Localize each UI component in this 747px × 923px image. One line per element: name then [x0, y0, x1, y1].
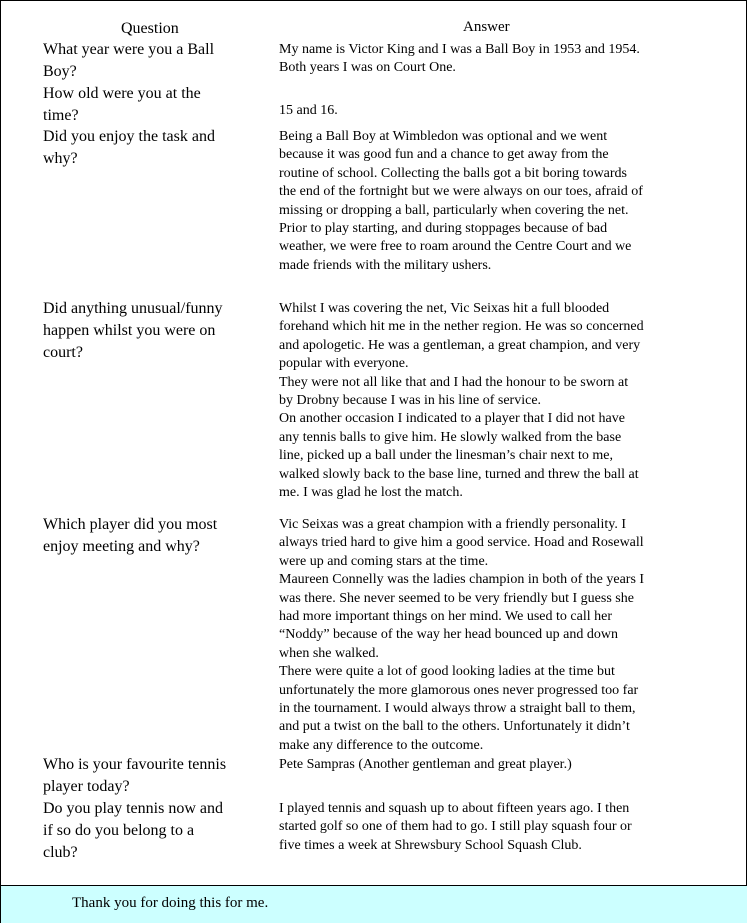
- question-column-header: Question: [121, 20, 179, 37]
- question-year: What year were you a Ball Boy?: [43, 41, 215, 80]
- footer-thanks-text: Thank you for doing this for me.: [72, 895, 269, 911]
- answer-paragraph: There were quite a lot of good looking ladies at the time but unfortunately the more glamorous ones never progressed too far in the tournament. I would always throw a straight ball to them, and put a twist on the ball to the others. Unfortunately it didn’t make any difference to the outcome.: [279, 664, 639, 753]
- question-unusual: Did anything unusual/funny happen whilst you were on court?: [43, 300, 223, 361]
- answer-column-header: Answer: [463, 19, 510, 35]
- footer-bar: [0, 886, 747, 923]
- answer-paragraph: Maureen Connelly was the ladies champion in both of the years I was there. She never seemed to be very friendly but I guess she had more important things on her mind. We used to call her “Noddy” because of the way her head bounced up and down when she walked.: [279, 572, 645, 661]
- answer-age: [279, 102, 709, 120]
- answer-paragraph: On another occasion I indicated to a player that I did not have any tennis balls to give him. He slowly walked from the base line, picked up a ball under the linesman’s chair next to me, walked slowly back to the base line, turned and threw the ball at me. I was glad he lost the match.: [279, 411, 639, 501]
- answer-paragraph: Being a Ball Boy at Wimbledon was optional and we went because it was good fun and a chance to get away from the routine of school. Collecting the balls got a bit boring towards the end of the fortnight but we were always on our toes, afraid of missing or dropping a ball, particularly when covering the net. Prior to play starting, and during stoppages because of bad weather, we were free to roam around the Centre Court and we made friends with the military ushers.: [279, 129, 643, 273]
- question-favourite-player-meeting: Which player did you most enjoy meeting and why?: [43, 516, 218, 555]
- answer-paragraph: 15 and 16.: [279, 103, 338, 118]
- answer-unusual: [279, 300, 709, 502]
- answer-paragraph: My name is Victor King and I was a Ball Boy in 1953 and 1954. Both years I was on Court One.: [279, 42, 640, 76]
- answer-paragraph: Whilst I was covering the net, Vic Seixas hit a full blooded forehand which hit me in the nether region. He was so concerned and apologetic. He was a gentleman, a great champion, and very popular with everyone.: [279, 301, 644, 372]
- answer-favourite-today: [279, 756, 709, 774]
- answer-paragraph: Vic Seixas was a great champion with a friendly personality. I always tried hard to give him a good service. Hoad and Rosewall were up and coming stars at the time.: [279, 517, 644, 569]
- answer-favourite-player-meeting: [279, 516, 709, 755]
- answer-enjoy: [279, 128, 709, 275]
- answer-year: [279, 41, 709, 78]
- answer-paragraph: They were not all like that and I had the honour to be sworn at by Drobny because I was in his line of service.: [279, 374, 629, 409]
- answer-paragraph: I played tennis and squash up to about fifteen years ago. I then started golf so one of them had to go. I still play squash four or five times a week at Shrewsbury School Squash Club.: [279, 801, 632, 853]
- question-favourite-today: Who is your favourite tennis player today?: [43, 756, 227, 795]
- answer-play-now: [279, 800, 709, 855]
- question-age: How old were you at the time?: [43, 85, 201, 124]
- answer-paragraph: Pete Sampras (Another gentleman and great player.): [279, 757, 572, 772]
- question-play-now: Do you play tennis now and if so do you belong to a club?: [43, 800, 223, 861]
- question-enjoy: Did you enjoy the task and why?: [43, 128, 215, 167]
